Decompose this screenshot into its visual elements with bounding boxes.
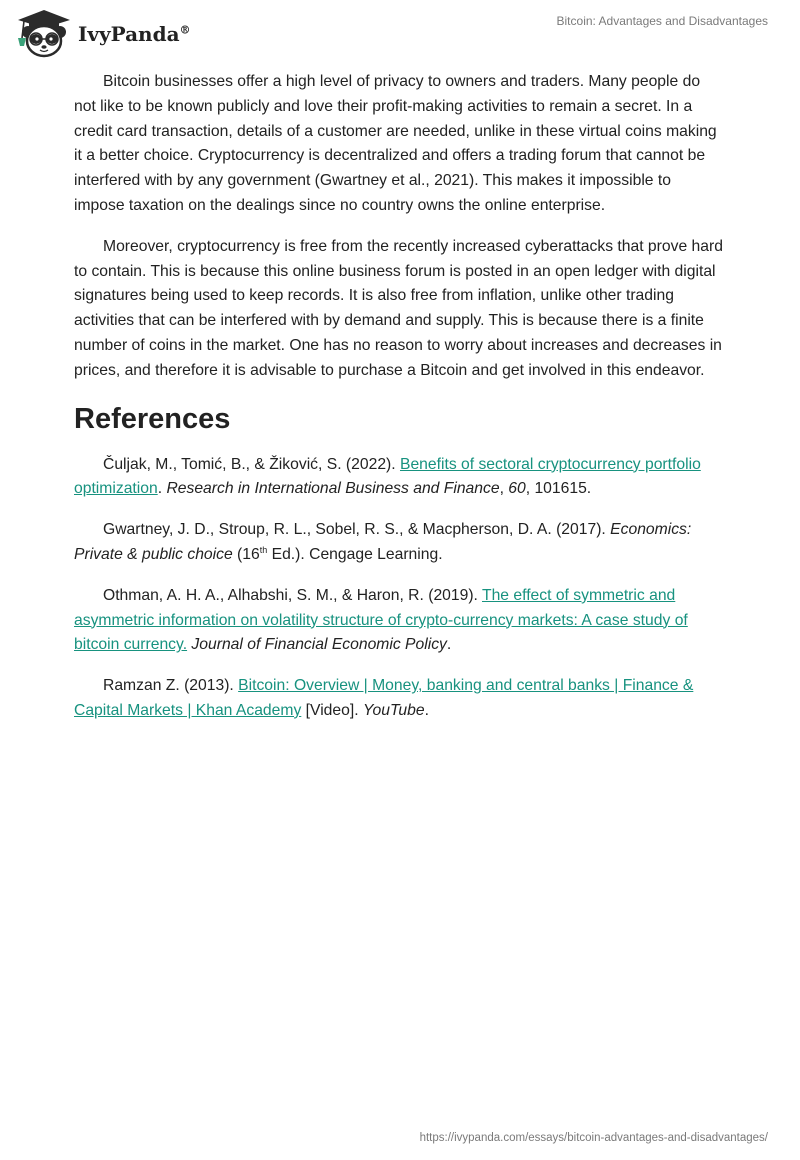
source-url: https://ivypanda.com/essays/bitcoin-advantages-and-disadvantages/ [419,1132,768,1144]
panda-mascot-icon [14,8,72,58]
essay-content [74,70,724,740]
page-header [0,0,800,64]
reference-link[interactable]: Benefits of sectoral cryptocurrency portfolio optimization [74,455,701,498]
reference-entry: Ramzan Z. (2013). Bitcoin: Overview | Money, banking and central banks | Finance & Capital Markets | Khan Academy [Video]. YouTube. [74,677,694,719]
body-paragraph: Bitcoin businesses offer a high level of privacy to owners and traders. Many people do not like to be known publicly and love their profit-making activities to remain a secret. In a credit card transaction, details of a customer are needed, unlike in these virtual coins making it a better choice. Cryptocurrency is decentralized and offers a trading forum that cannot be interfered with by any government (Gwartney et al., 2021). This makes it impossible to impose taxation on the dealings since no country owns the online enterprise. [74,73,717,214]
body-paragraph: Moreover, cryptocurrency is free from the recently increased cyberattacks that prove hard to contain. This is because this online business forum is posted in an open ledger with digital signatures being used to keep records. It is also free from inflation, unlike other trading activities that can be interfered with by demand and supply. This is because there is a finite number of coins in the market. One has no reason to worry about increases and decreases in prices, and therefore it is advisable to purchase a Bitcoin and get involved in this endeavor. [74,237,723,379]
references-heading: References [74,402,231,435]
reference-entry: Čuljak, M., Tomić, B., & Žiković, S. (2022). Benefits of sectoral cryptocurrency portfolio optimization. Research in International Business and Finance, 60, 101615. [74,455,701,498]
reference-entry: Gwartney, J. D., Stroup, R. L., Sobel, R. S., & Macpherson, D. A. (2017). Economics: Private & public choice (16th Ed.). Cengage Learning. [74,521,692,563]
document-title: Bitcoin: Advantages and Disadvantages [556,14,768,28]
ivypanda-logo[interactable] [14,8,191,58]
reference-link[interactable]: Bitcoin: Overview | Money, banking and central banks | Finance & Capital Markets | Khan Academy [74,677,694,719]
reference-entry: Othman, A. H. A., Alhabshi, S. M., & Haron, R. (2019). The effect of symmetric and asymmetric information on volatility structure of crypto-currency markets: A case study of bitcoin currency. Journal of Financial Economic Policy. [74,586,688,654]
reference-link[interactable]: The effect of symmetric and asymmetric information on volatility structure of crypto-currency markets: A case study of bitcoin currency. [74,586,688,654]
brand-name: IvyPanda® [78,22,191,46]
